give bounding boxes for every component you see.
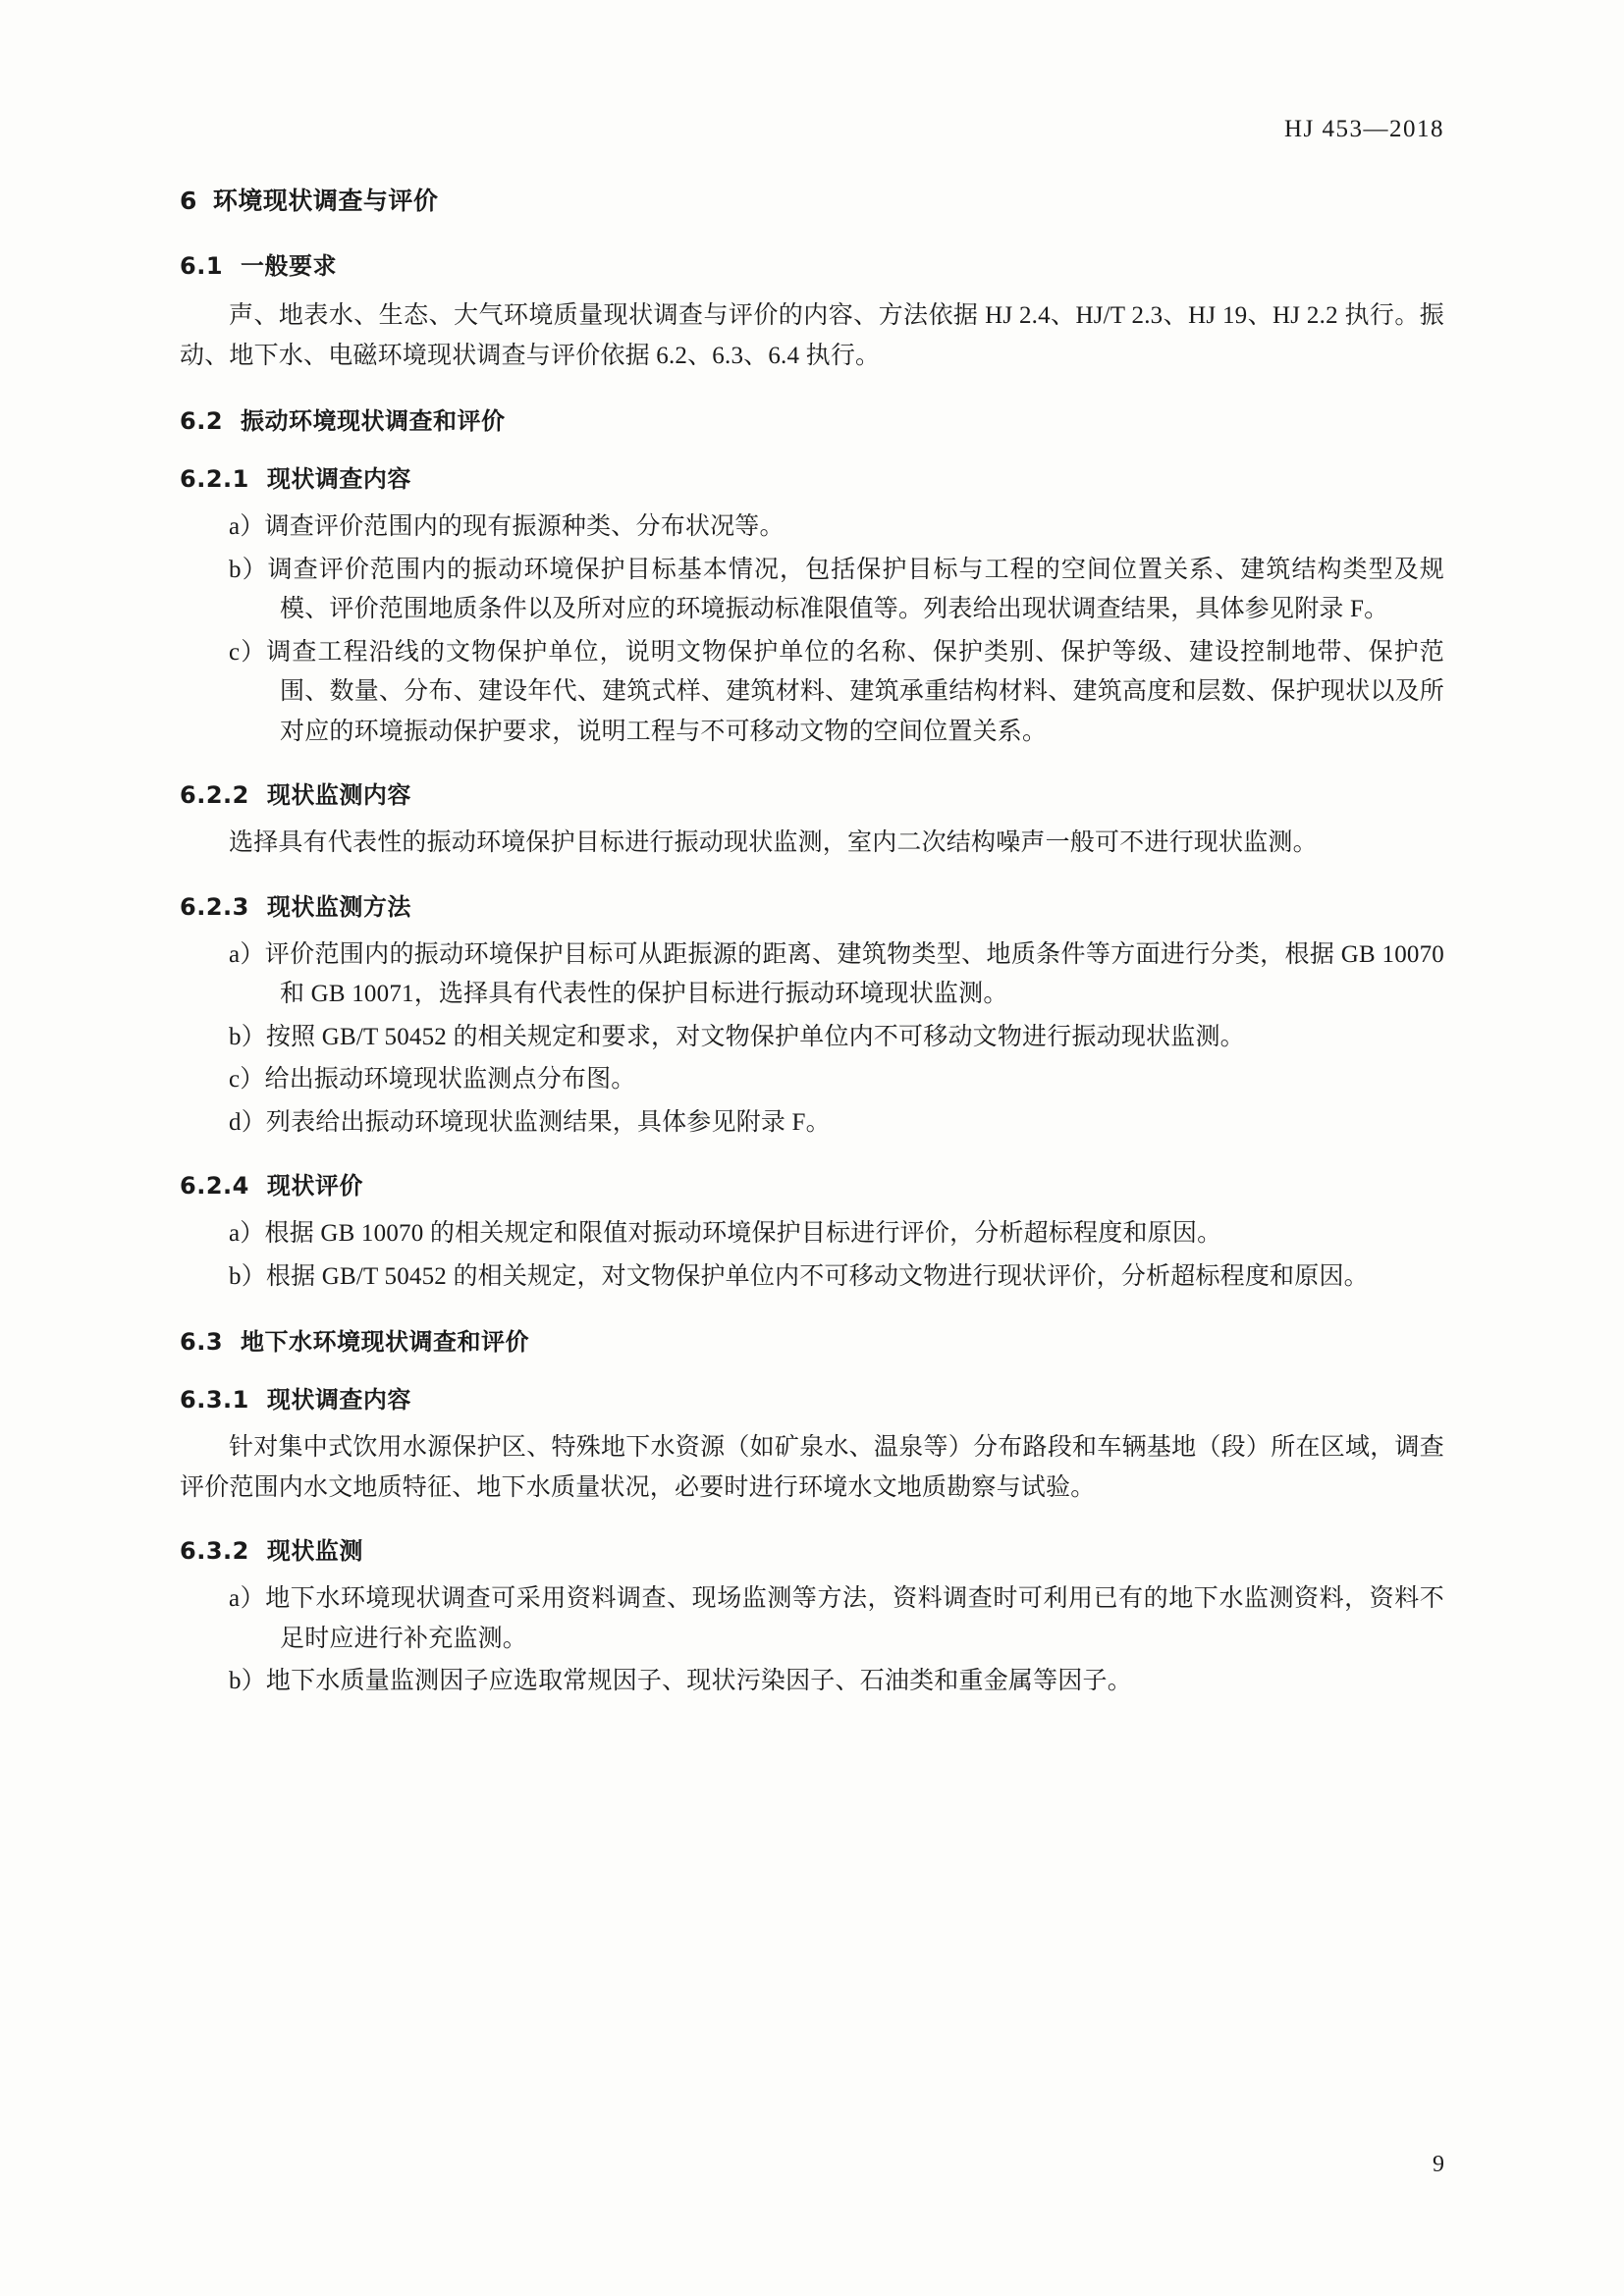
list-item: b）调查评价范围内的振动环境保护目标基本情况，包括保护目标与工程的空间位置关系、建筑结构类型及规模、评价范围地质条件以及所对应的环境振动标准限值等。列表给出现状调查结果，具体参见附录 F。	[229, 556, 1444, 622]
list-item: d）列表给出振动环境现状监测结果，具体参见附录 F。	[229, 1108, 831, 1136]
heading-6-3-1-title: 现状调查内容	[266, 1386, 411, 1414]
list-6-2-4	[180, 1214, 1444, 1297]
list-item: b）地下水质量监测因子应选取常规因子、现状污染因子、石油类和重金属等因子。	[229, 1668, 1132, 1694]
paragraph-6-1: 声、地表水、生态、大气环境质量现状调查与评价的内容、方法依据 HJ 2.4、HJ/T 2.3、HJ 19、HJ 2.2 执行。振动、地下水、电磁环境现状调查与评价依据 6.2、6.3、6.4 执行。	[180, 302, 1444, 369]
heading-6-2-4-number: 6.2.4	[180, 1172, 249, 1200]
heading-6-2-4-title: 现状评价	[266, 1172, 363, 1200]
list-item: b）根据 GB/T 50452 的相关规定，对文物保护单位内不可移动文物进行现状评价，分析超标程度和原因。	[229, 1262, 1369, 1290]
heading-6-2-3-number: 6.2.3	[180, 892, 249, 921]
heading-6-2-title: 振动环境现状调查和评价	[241, 407, 506, 435]
list-item: a）评价范围内的振动环境保护目标可从距振源的距离、建筑物类型、地质条件等方面进行分类，根据 GB 10070 和 GB 10071，选择具有代表性的保护目标进行振动环境现状监测。	[229, 940, 1444, 1007]
heading-6-2-4	[180, 1166, 1444, 1201]
heading-6-2	[180, 401, 1444, 436]
heading-6-2-1-number: 6.2.1	[180, 465, 249, 493]
heading-6-title: 环境现状调查与评价	[212, 187, 439, 215]
heading-6-2-1-title: 现状调查内容	[266, 465, 411, 493]
heading-6-3-2	[180, 1531, 1444, 1566]
heading-6-2-2-number: 6.2.2	[180, 781, 249, 809]
list-item: a）地下水环境现状调查可采用资料调查、现场监测等方法，资料调查时可利用已有的地下水监测资料，资料不足时应进行补充监测。	[229, 1585, 1444, 1652]
list-item: a）调查评价范围内的现有振源种类、分布状况等。	[229, 513, 785, 540]
heading-6-1	[180, 246, 1444, 281]
document-body	[180, 182, 1444, 1706]
list-6-2-1	[180, 507, 1444, 752]
list-item: c）调查工程沿线的文物保护单位，说明文物保护单位的名称、保护类别、保护等级、建设控制地带、保护范围、数量、分布、建设年代、建筑式样、建筑材料、建筑承重结构材料、建筑高度和层数、保护现状以及所对应的环境振动保护要求，说明工程与不可移动文物的空间位置关系。	[229, 638, 1444, 745]
heading-6-3-2-number: 6.3.2	[180, 1537, 249, 1565]
heading-6-2-3	[180, 887, 1444, 922]
heading-6-2-1	[180, 459, 1444, 494]
paragraph-6-2-2: 选择具有代表性的振动环境保护目标进行振动现状监测，室内二次结构噪声一般可不进行现状监测。	[229, 829, 1318, 856]
heading-6-3	[180, 1322, 1444, 1357]
heading-6-3-number: 6.3	[180, 1328, 224, 1356]
list-6-2-3	[180, 935, 1444, 1144]
heading-6-1-title: 一般要求	[241, 252, 338, 280]
heading-6-3-1-number: 6.3.1	[180, 1386, 249, 1414]
paragraph-6-3-1: 针对集中式饮用水源保护区、特殊地下水资源（如矿泉水、温泉等）分布路段和车辆基地（段）所在区域，调查评价范围内水文地质特征、地下水质量状况，必要时进行环境水文地质勘察与试验。	[180, 1434, 1444, 1501]
list-item: a）根据 GB 10070 的相关规定和限值对振动环境保护目标进行评价，分析超标程度和原因。	[229, 1220, 1222, 1247]
list-6-3-2	[180, 1579, 1444, 1702]
heading-6-2-3-title: 现状监测方法	[266, 892, 411, 921]
heading-6-2-number: 6.2	[180, 407, 224, 435]
heading-6-3-title: 地下水环境现状调查和评价	[241, 1328, 530, 1356]
heading-6	[180, 182, 1444, 217]
heading-6-2-2-title: 现状监测内容	[266, 781, 411, 809]
heading-6-number: 6	[180, 187, 197, 215]
heading-6-2-2	[180, 775, 1444, 810]
heading-6-1-number: 6.1	[180, 252, 224, 280]
page-number: 9	[1433, 2152, 1444, 2177]
heading-6-3-1	[180, 1380, 1444, 1415]
list-item: c）给出振动环境现状监测点分布图。	[229, 1066, 636, 1093]
list-item: b）按照 GB/T 50452 的相关规定和要求，对文物保护单位内不可移动文物进行振动现状监测。	[229, 1023, 1245, 1050]
heading-6-3-2-title: 现状监测	[266, 1537, 363, 1565]
page-header: HJ 453—2018	[1283, 116, 1444, 142]
